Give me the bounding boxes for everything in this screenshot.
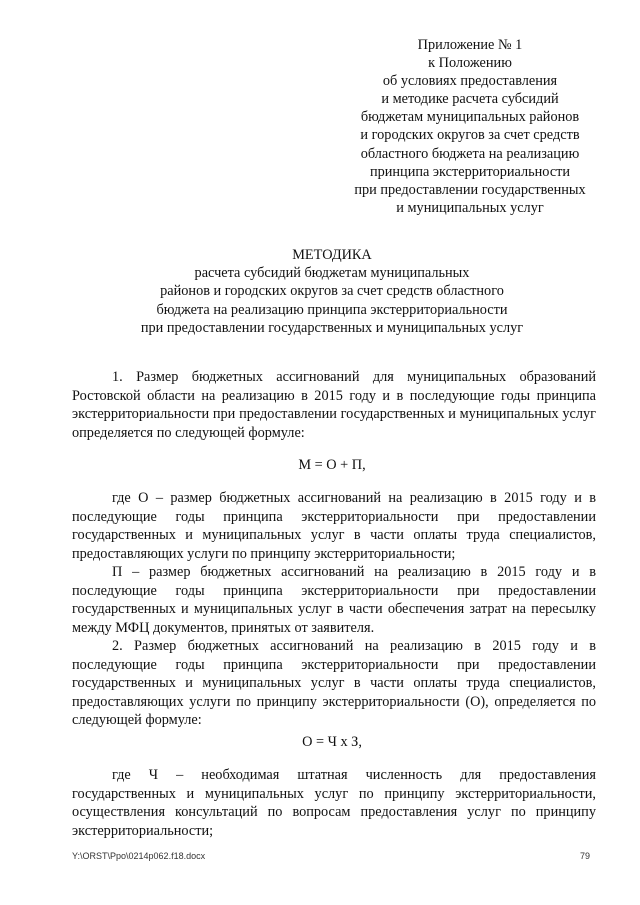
- definition-ch: где Ч – необходимая штатная численность для предоставления государственных и муниципальных услуг по принципу экстерриториальности, осуществления консультаций по вопросам предоставления услуг по принципу экстерриториальности;: [72, 767, 596, 839]
- definition-o: где О – размер бюджетных ассигнований на реализацию в 2015 году и в последующие годы принципа экстерриториальности при предоставлении государственных и муниципальных услуг в части оплаты труда специалистов, предоставляющих услуги по принципу экстерриториальности;: [72, 490, 596, 562]
- appendix-line: принципа экстерриториальности: [369, 163, 571, 180]
- footer-file-path: Y:\ORST\Ppo\0214p062.f18.docx: [72, 851, 206, 861]
- document-title: [0, 246, 640, 337]
- appendix-line: к Положению: [428, 55, 512, 72]
- title-line: при предоставлении государственных и муниципальных услуг: [140, 319, 524, 336]
- section-1: [72, 368, 596, 442]
- appendix-line: и городских округов за счет средств: [360, 127, 580, 144]
- appendix-line: при предоставлении государственных: [354, 181, 586, 198]
- appendix-header: [300, 36, 640, 217]
- section-1-paragraph: 1. Размер бюджетных ассигнований для муниципальных образований Ростовской области на реализацию в 2015 году и в последующие годы принципа экстерриториальности при предоставлении государственных и муниципальных услуг определяется по следующей формуле:: [72, 369, 596, 441]
- title-line: районов и городских округов за счет средств областного: [160, 283, 504, 300]
- appendix-line: об условиях предоставления: [382, 73, 558, 90]
- formula-m: М = О + П,: [298, 457, 366, 473]
- footer-page-number: 79: [580, 851, 591, 861]
- formula-o: О = Ч х З,: [302, 734, 362, 750]
- definitions-1: [72, 489, 596, 730]
- section-2-paragraph: 2. Размер бюджетных ассигнований на реализацию в 2015 году и в последующие годы принципа экстерриториальности при предоставлении государственных и муниципальных услуг в части оплаты труда специалистов, предоставляющих услуги по принципу экстерриториальности (О), определяется по следующей формуле:: [72, 638, 596, 728]
- title-line: расчета субсидий бюджетам муниципальных: [194, 265, 470, 282]
- title-line: бюджета на реализацию принципа экстерриториальности: [156, 301, 508, 318]
- appendix-line: Приложение № 1: [417, 37, 523, 53]
- title-heading: МЕТОДИКА: [292, 247, 372, 263]
- definition-p: П – размер бюджетных ассигнований на реализацию в 2015 году и в последующие годы принципа экстерриториальности при предоставлении государственных и муниципальных услуг в части обеспечения затрат на пересылку между МФЦ документов, принятых от заявителя.: [72, 564, 596, 636]
- appendix-line: и муниципальных услуг: [396, 199, 544, 216]
- appendix-line: бюджетам муниципальных районов: [360, 109, 580, 126]
- appendix-line: и методике расчета субсидий: [381, 91, 559, 108]
- definitions-2: [72, 766, 596, 840]
- appendix-line: областного бюджета на реализацию: [360, 145, 580, 162]
